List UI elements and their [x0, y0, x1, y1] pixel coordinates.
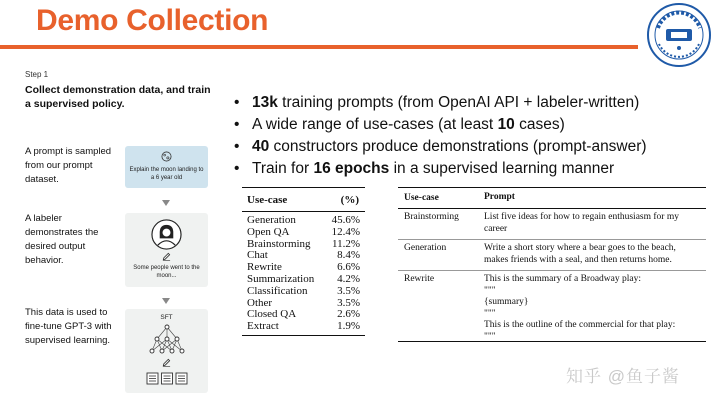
table-row: Closed QA 2.6%	[247, 308, 360, 321]
table-row: Rewrite This is the summary of a Broadway play: """ {summary} """ This is the outline of the commercial for that play: """	[404, 274, 676, 342]
sft-label: SFT	[160, 314, 173, 321]
stage-1-description: A prompt is sampled from our prompt dataset.	[25, 146, 112, 185]
table-row: Brainstorming List five ideas for how to regain enthusiasm for my career	[404, 212, 679, 234]
table-header-row	[242, 188, 365, 211]
step-heading: Collect demonstration data, and train a supervised policy.	[25, 84, 211, 110]
bullet-item: • A wide range of use-cases (at least 10 cases)	[230, 114, 647, 136]
slide-title: Demo Collection	[36, 4, 269, 37]
table-row: Other 3.5%	[247, 296, 360, 309]
prompt-box	[125, 146, 208, 188]
watermark: 知乎 @鱼子酱	[566, 367, 680, 386]
table-row: Generation Write a short story where a bear goes to the beach, makes friends with a seal, and then returns home.	[404, 243, 676, 265]
table-row: Brainstorming 11.2%	[247, 237, 360, 250]
table-row: Summarization 4.2%	[247, 272, 360, 285]
prompt-examples-table	[398, 187, 706, 342]
column-header: Prompt	[484, 192, 515, 203]
bullet-item: • Train for 16 epochs in a supervised learning manner	[230, 158, 647, 180]
moon-icon	[161, 151, 172, 162]
sft-box	[125, 309, 208, 393]
bullet-item: • 13k training prompts (from OpenAI API + labeler-written)	[230, 92, 647, 114]
prompt-text: Explain the moon landing to a 6 year old	[129, 167, 204, 181]
column-header: Use-case	[404, 193, 439, 203]
demonstration-box	[125, 213, 208, 287]
table-header-row	[398, 188, 706, 208]
table-row: Open QA 12.4%	[247, 225, 360, 238]
down-arrow	[162, 298, 170, 304]
stage-3-description: This data is used to fine-tune GPT-3 with supervised learning.	[25, 307, 112, 346]
title-underline	[0, 45, 638, 49]
bullet-list	[230, 92, 647, 180]
pencil-icon	[162, 252, 171, 261]
column-header: Use-case	[247, 193, 288, 206]
documents-icon	[146, 372, 188, 385]
labeler-person-icon	[151, 219, 182, 250]
neural-network-icon	[147, 324, 187, 354]
column-header: (%)	[340, 193, 359, 206]
table-row: Extract 1.9%	[247, 320, 360, 333]
step-label: Step 1	[25, 70, 49, 79]
use-case-distribution-table	[242, 187, 365, 336]
pencil-icon	[162, 358, 171, 367]
stage-2-description: A labeler demonstrates the desired output behavior.	[25, 213, 99, 266]
university-seal-icon	[646, 2, 712, 68]
down-arrow	[162, 200, 170, 206]
table-row: Chat 8.4%	[247, 249, 360, 262]
table-row: Classification 3.5%	[247, 284, 360, 297]
bullet-item: • 40 constructors produce demonstrations (prompt-answer)	[230, 136, 647, 158]
table-row: Rewrite 6.6%	[247, 261, 360, 274]
demonstration-text: Some people went to the moon...	[133, 265, 200, 279]
table-row: Generation 45.6%	[247, 214, 360, 226]
